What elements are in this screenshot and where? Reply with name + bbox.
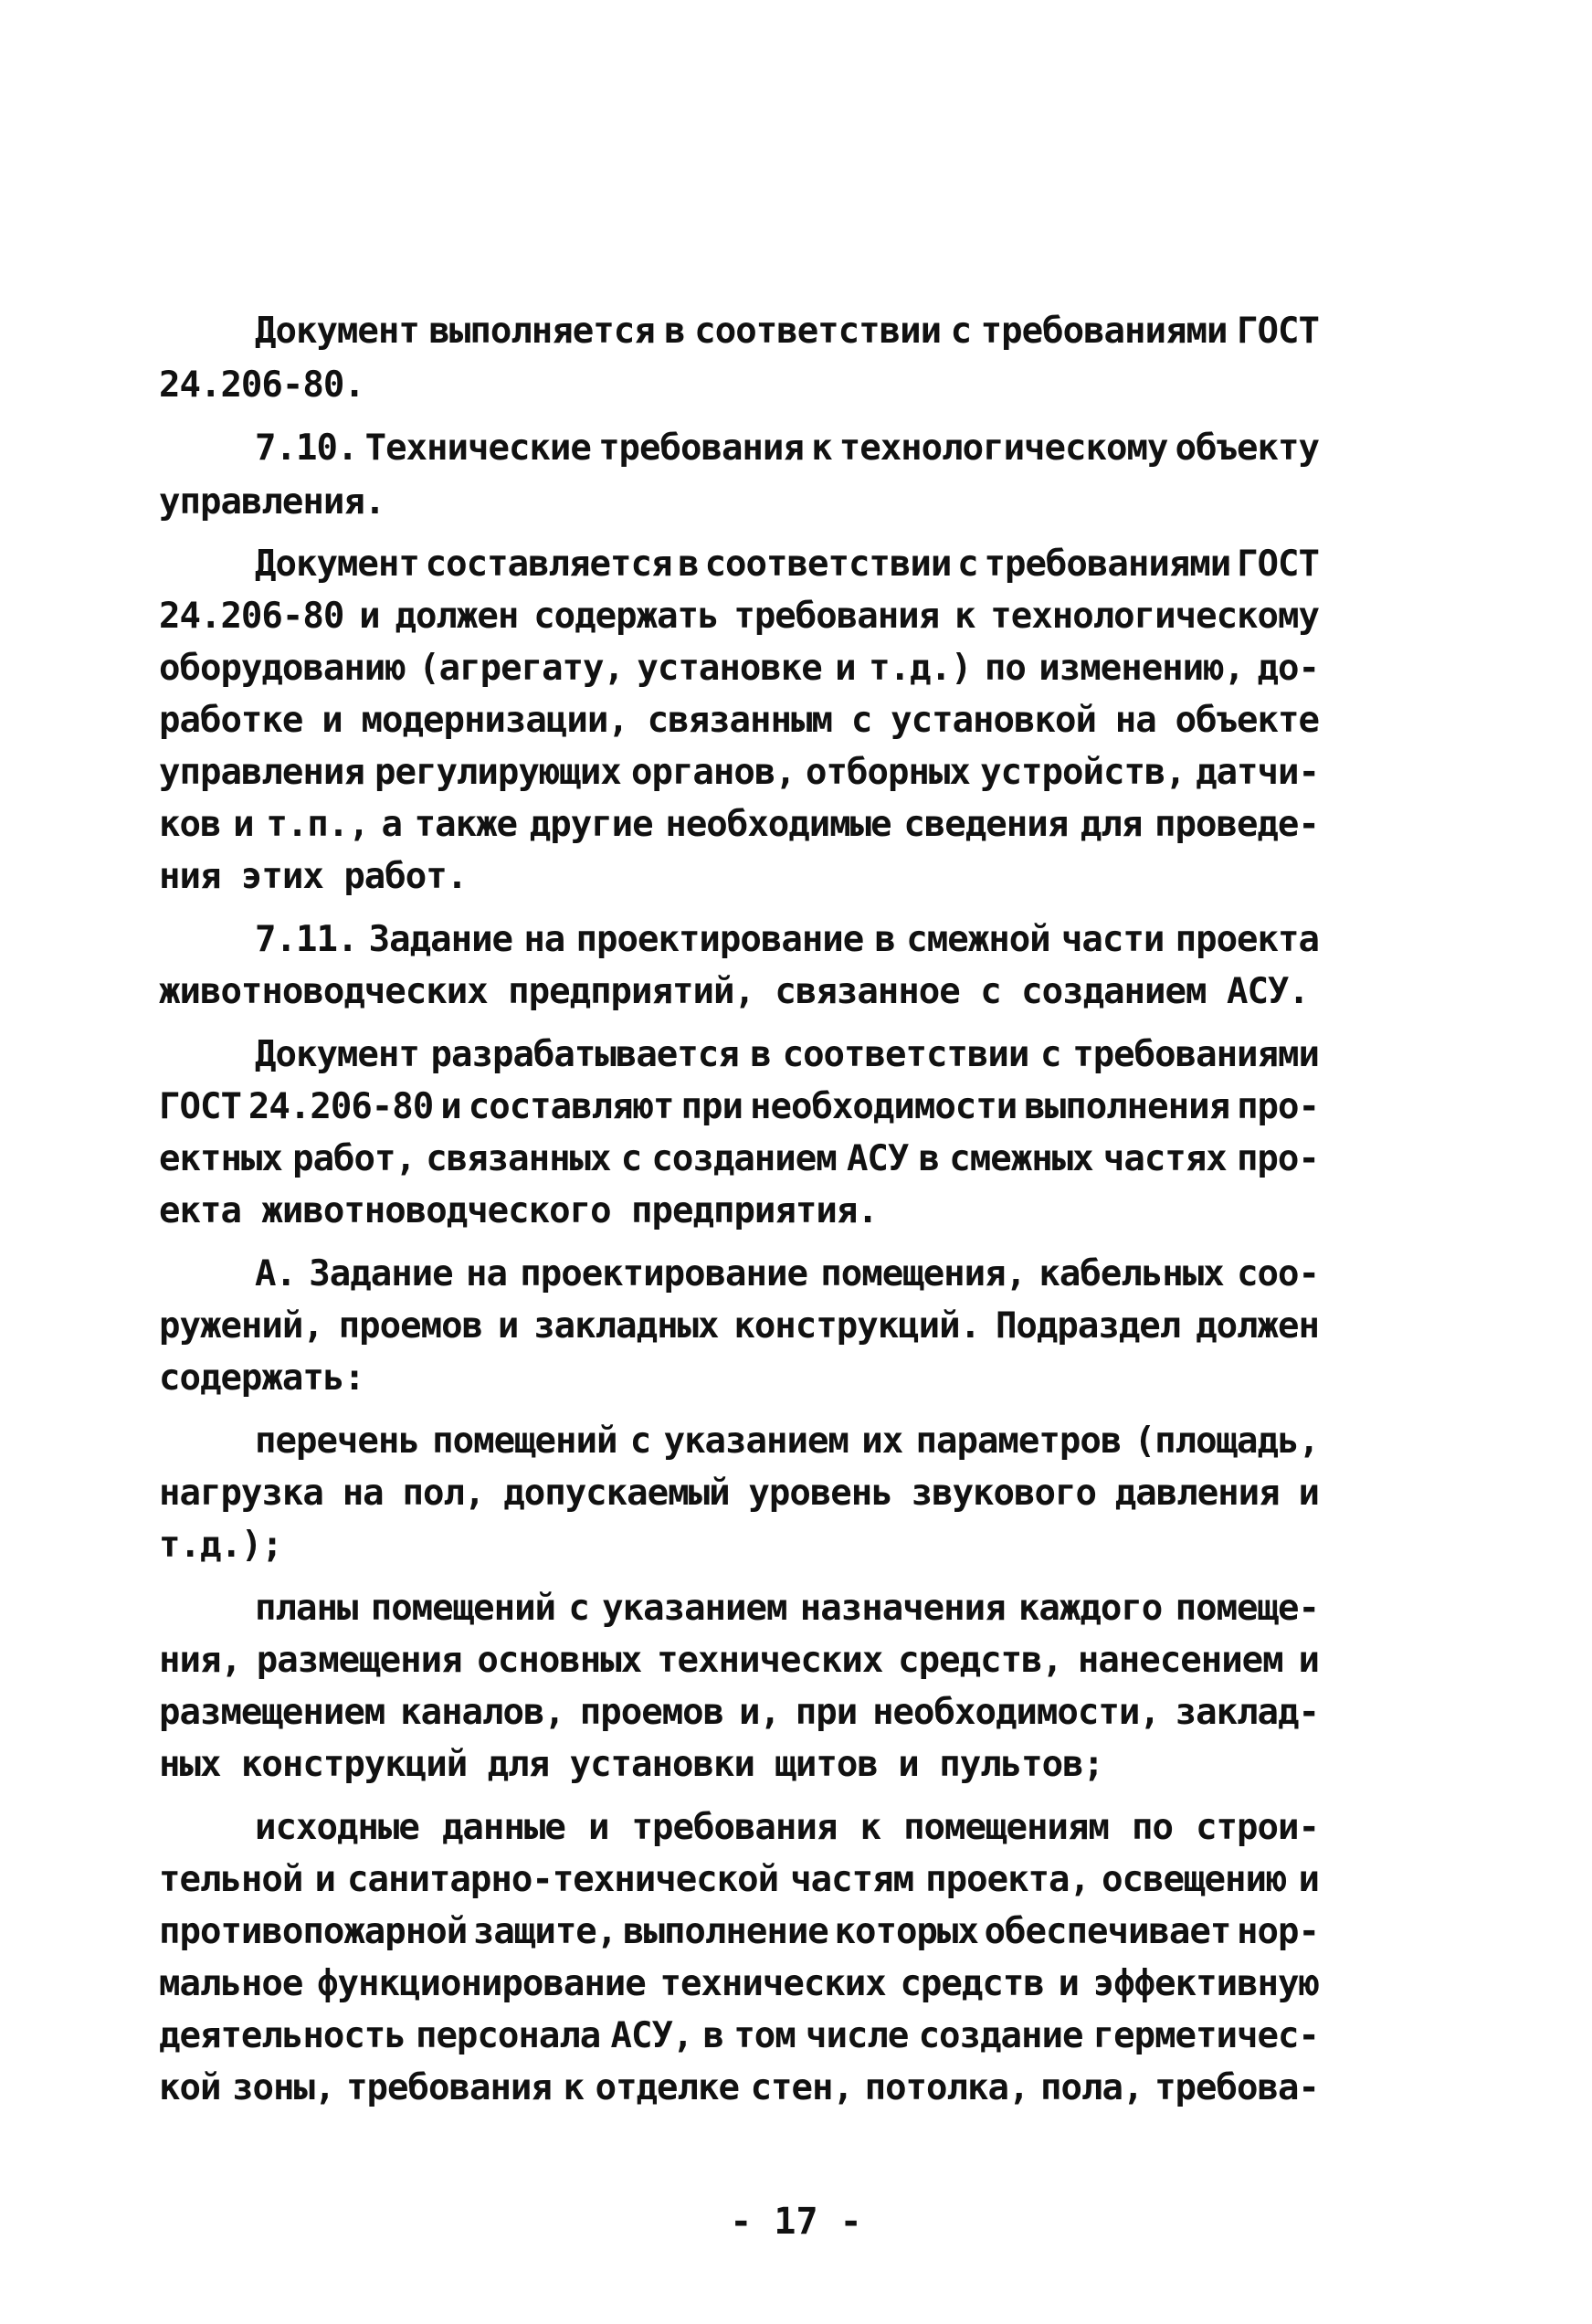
word: проведе- bbox=[1154, 804, 1319, 845]
section-heading: управления. bbox=[159, 481, 385, 523]
list-item-line bbox=[159, 1473, 1319, 1514]
word: до- bbox=[1257, 648, 1319, 689]
list-item-line: ных конструкций для установки щитов и пультов; bbox=[159, 1744, 1104, 1785]
text-line bbox=[159, 752, 1319, 793]
word: ков bbox=[159, 804, 221, 845]
word: деятельность bbox=[159, 2015, 406, 2056]
word: проемов bbox=[579, 1692, 724, 1733]
word: на bbox=[465, 1253, 507, 1294]
word: объекте bbox=[1175, 700, 1319, 741]
word: смежной bbox=[906, 919, 1050, 960]
text-line bbox=[255, 1034, 1319, 1075]
word: проекта, bbox=[925, 1859, 1090, 1900]
section-heading bbox=[255, 919, 1319, 960]
word: конструкций. bbox=[733, 1305, 981, 1347]
word: тельной bbox=[159, 1859, 303, 1900]
word: про- bbox=[1237, 1086, 1319, 1127]
word: объекту bbox=[1175, 428, 1319, 469]
word: и bbox=[314, 1859, 335, 1900]
page-number: - 17 - bbox=[730, 2201, 862, 2243]
word: необходимости bbox=[750, 1086, 1017, 1127]
word: каждого bbox=[1017, 1588, 1163, 1629]
text-line bbox=[255, 1253, 1319, 1294]
word: отборных bbox=[806, 752, 970, 793]
word: ружений, bbox=[159, 1305, 323, 1347]
word: А. bbox=[255, 1253, 296, 1294]
word: для bbox=[1080, 804, 1143, 845]
list-item-line bbox=[255, 1807, 1319, 1848]
section-heading: животноводческих предприятий, связанное с созданием АСУ. bbox=[159, 971, 1309, 1012]
word: 7.10. bbox=[255, 428, 358, 469]
word: помещениям bbox=[903, 1807, 1109, 1848]
word: назначения bbox=[799, 1588, 1006, 1629]
word: создание bbox=[918, 2015, 1083, 2056]
word: а bbox=[381, 804, 402, 845]
word: выполняется bbox=[428, 311, 655, 352]
word: требования bbox=[733, 596, 940, 637]
word: соответствии bbox=[704, 544, 952, 585]
word: модернизации, bbox=[361, 700, 628, 741]
word: нор- bbox=[1237, 1911, 1319, 1952]
text-line bbox=[159, 1305, 1319, 1347]
section-heading bbox=[255, 428, 1319, 469]
word: пол, bbox=[402, 1473, 485, 1514]
word: технологическому bbox=[990, 596, 1319, 637]
word: защите, bbox=[472, 1911, 617, 1952]
word: требования bbox=[598, 428, 804, 469]
word: работке bbox=[159, 700, 303, 741]
word: с bbox=[957, 544, 978, 585]
word: противопожарной bbox=[159, 1911, 468, 1952]
word: Документ bbox=[255, 311, 419, 352]
word: и bbox=[1298, 1859, 1319, 1900]
word: обеспечивает bbox=[984, 1911, 1231, 1952]
text-line bbox=[159, 648, 1319, 689]
word: с bbox=[568, 1588, 589, 1629]
word: и, bbox=[738, 1692, 780, 1733]
text-line bbox=[159, 804, 1319, 845]
word: нагрузка bbox=[159, 1473, 323, 1514]
word: с bbox=[950, 311, 972, 352]
word: Документ bbox=[255, 544, 419, 585]
word: составляется bbox=[425, 544, 672, 585]
list-item-line bbox=[159, 1911, 1319, 1952]
word: с bbox=[1040, 1034, 1061, 1075]
word: части bbox=[1060, 919, 1165, 960]
list-item-line bbox=[159, 1692, 1319, 1733]
word: ГОСТ bbox=[1237, 544, 1319, 585]
word: изменению, bbox=[1038, 648, 1245, 689]
word: работ, bbox=[292, 1138, 416, 1179]
word: в bbox=[702, 2015, 724, 2056]
word: в bbox=[874, 919, 896, 960]
word: каналов, bbox=[400, 1692, 564, 1733]
text-line bbox=[159, 596, 1319, 637]
list-item-line bbox=[159, 1640, 1319, 1681]
word: числе bbox=[805, 2015, 909, 2056]
word: по bbox=[984, 648, 1026, 689]
word: управления bbox=[159, 752, 364, 793]
word: в bbox=[664, 311, 685, 352]
word: требова- bbox=[1154, 2067, 1319, 2108]
word: которых bbox=[834, 1911, 978, 1952]
word: в bbox=[918, 1138, 940, 1179]
word: и bbox=[1298, 1473, 1319, 1514]
list-item-line bbox=[159, 1963, 1319, 2004]
word: к bbox=[811, 428, 832, 469]
word: оборудованию bbox=[159, 648, 406, 689]
word: необходимые bbox=[665, 804, 891, 845]
word: и bbox=[835, 648, 856, 689]
word: Документ bbox=[255, 1034, 419, 1075]
word: требования bbox=[631, 1807, 838, 1848]
word: т.д.) bbox=[869, 648, 972, 689]
word: отделке bbox=[595, 2067, 739, 2108]
word: при bbox=[795, 1692, 858, 1733]
word: технических bbox=[659, 1963, 886, 2004]
word: на bbox=[1114, 700, 1156, 741]
word: Задание bbox=[309, 1253, 453, 1294]
word: органов, bbox=[630, 752, 796, 793]
word: АСУ bbox=[846, 1138, 909, 1179]
word: звукового bbox=[911, 1473, 1096, 1514]
word: с bbox=[629, 1421, 651, 1462]
word: т.п., bbox=[266, 804, 369, 845]
word: нанесением bbox=[1077, 1640, 1283, 1681]
word: АСУ, bbox=[610, 2015, 693, 2056]
word: регулирующих bbox=[374, 752, 621, 793]
word: в bbox=[750, 1034, 771, 1075]
word: ектных bbox=[159, 1138, 282, 1179]
word: функционирование bbox=[317, 1963, 646, 2004]
word: проектирование bbox=[520, 1253, 807, 1294]
list-item-line bbox=[255, 1588, 1319, 1629]
word: уровень bbox=[748, 1473, 892, 1514]
word: Технические bbox=[364, 428, 591, 469]
word: и bbox=[1298, 1640, 1319, 1681]
word: указанием bbox=[602, 1588, 787, 1629]
word: планы bbox=[255, 1588, 358, 1629]
word: содержать bbox=[533, 596, 719, 637]
word: помещений bbox=[370, 1588, 556, 1629]
word: сведения bbox=[903, 804, 1069, 845]
word: выполнения bbox=[1024, 1086, 1230, 1127]
word: Задание bbox=[368, 919, 513, 960]
word: 24.206-80 bbox=[159, 596, 344, 637]
word: строи- bbox=[1196, 1807, 1319, 1848]
word: требованиями bbox=[980, 311, 1228, 352]
word: проемов bbox=[338, 1305, 483, 1347]
text-line: содержать: bbox=[159, 1357, 364, 1399]
word: составляют bbox=[468, 1086, 674, 1127]
word: персонала bbox=[415, 2015, 601, 2056]
word: при bbox=[680, 1086, 743, 1127]
word: основных bbox=[477, 1640, 642, 1681]
word: по bbox=[1131, 1807, 1173, 1848]
list-item-line bbox=[159, 2015, 1319, 2056]
word: средств, bbox=[898, 1640, 1063, 1681]
list-item-line bbox=[159, 1859, 1319, 1900]
word: требованиями bbox=[1072, 1034, 1319, 1075]
word: соответствии bbox=[694, 311, 942, 352]
list-item-line: т.д.); bbox=[159, 1525, 282, 1566]
word: Подраздел bbox=[995, 1305, 1181, 1347]
word: данные bbox=[441, 1807, 565, 1848]
list-item-line bbox=[159, 2067, 1319, 2108]
word: (агрегату, bbox=[418, 648, 624, 689]
word: помеще- bbox=[1175, 1588, 1319, 1629]
word: стен, bbox=[750, 2067, 853, 2108]
word: перечень bbox=[255, 1421, 419, 1462]
word: требования bbox=[346, 2067, 552, 2108]
word: также bbox=[414, 804, 518, 845]
word: и bbox=[1058, 1963, 1080, 2004]
word: установкой bbox=[891, 700, 1096, 741]
word: ГОСТ bbox=[159, 1086, 241, 1127]
word: необходимости, bbox=[872, 1692, 1160, 1733]
word: технических bbox=[657, 1640, 883, 1681]
word: мальное bbox=[159, 1963, 303, 2004]
word: с bbox=[850, 700, 872, 741]
list-item-line bbox=[255, 1421, 1319, 1462]
word: проекта bbox=[1175, 919, 1319, 960]
word: технологическому bbox=[838, 428, 1168, 469]
word: и bbox=[497, 1305, 519, 1347]
word: помещения, bbox=[820, 1253, 1027, 1294]
word: ГОСТ bbox=[1237, 311, 1319, 352]
word: 7.11. bbox=[255, 919, 358, 960]
word: санитарно-технической bbox=[347, 1859, 779, 1900]
word: связанным bbox=[647, 700, 832, 741]
word: и bbox=[587, 1807, 609, 1848]
word: давления bbox=[1114, 1473, 1280, 1514]
word: и bbox=[440, 1086, 461, 1127]
word: 24.206-80 bbox=[248, 1086, 434, 1127]
word: устройств, bbox=[980, 752, 1186, 793]
word: должен bbox=[1196, 1305, 1319, 1347]
word: потолка, bbox=[864, 2067, 1029, 2108]
word: параметров bbox=[915, 1421, 1122, 1462]
word: допускаемый bbox=[503, 1473, 730, 1514]
text-line bbox=[255, 544, 1319, 585]
word: установке bbox=[637, 648, 822, 689]
word: их bbox=[861, 1421, 903, 1462]
word: выполнение bbox=[622, 1911, 828, 1952]
word: про- bbox=[1236, 1138, 1319, 1179]
word: смежных bbox=[949, 1138, 1093, 1179]
word: связанных bbox=[426, 1138, 611, 1179]
text-line bbox=[159, 1138, 1319, 1179]
word: помещений bbox=[432, 1421, 617, 1462]
word: частях bbox=[1102, 1138, 1227, 1179]
word: заклад- bbox=[1175, 1692, 1319, 1733]
word: и bbox=[359, 596, 380, 637]
word: указанием bbox=[663, 1421, 849, 1462]
word: кой bbox=[159, 2067, 221, 2108]
word: с bbox=[620, 1138, 642, 1179]
word: кабельных bbox=[1038, 1253, 1224, 1294]
word: должен bbox=[395, 596, 519, 637]
word: к bbox=[563, 2067, 584, 2108]
word: к bbox=[859, 1807, 880, 1848]
word: разрабатывается bbox=[430, 1034, 739, 1075]
text-line bbox=[159, 700, 1319, 741]
word: пола, bbox=[1040, 2067, 1144, 2108]
text-line: екта животноводческого предприятия. bbox=[159, 1190, 878, 1231]
word: зоны, bbox=[232, 2067, 335, 2108]
word: другие bbox=[529, 804, 653, 845]
word: освещению bbox=[1102, 1859, 1287, 1900]
text-line: 24.206-80. bbox=[159, 364, 364, 406]
word: соо- bbox=[1237, 1253, 1319, 1294]
word: ния, bbox=[159, 1640, 241, 1681]
word: и bbox=[233, 804, 254, 845]
text-line bbox=[159, 1086, 1319, 1127]
text-line bbox=[255, 311, 1319, 352]
word: датчи- bbox=[1196, 752, 1319, 793]
word: эффективную bbox=[1092, 1963, 1319, 2004]
word: средств bbox=[900, 1963, 1044, 2004]
word: том bbox=[733, 2015, 796, 2056]
word: размещением bbox=[159, 1692, 385, 1733]
word: соответствии bbox=[782, 1034, 1029, 1075]
word: к bbox=[954, 596, 975, 637]
word: созданием bbox=[651, 1138, 837, 1179]
text-line: ния этих работ. bbox=[159, 856, 468, 897]
word: проектирование bbox=[575, 919, 864, 960]
word: исходные bbox=[255, 1807, 419, 1848]
word: закладных bbox=[533, 1305, 719, 1347]
word: на bbox=[523, 919, 565, 960]
word: частям bbox=[790, 1859, 914, 1900]
word: на bbox=[342, 1473, 384, 1514]
word: размещения bbox=[256, 1640, 462, 1681]
word: герметичес- bbox=[1092, 2015, 1319, 2056]
word: требованиями bbox=[984, 544, 1231, 585]
word: в bbox=[678, 544, 699, 585]
word: (площадь, bbox=[1133, 1421, 1319, 1462]
word: и bbox=[322, 700, 343, 741]
